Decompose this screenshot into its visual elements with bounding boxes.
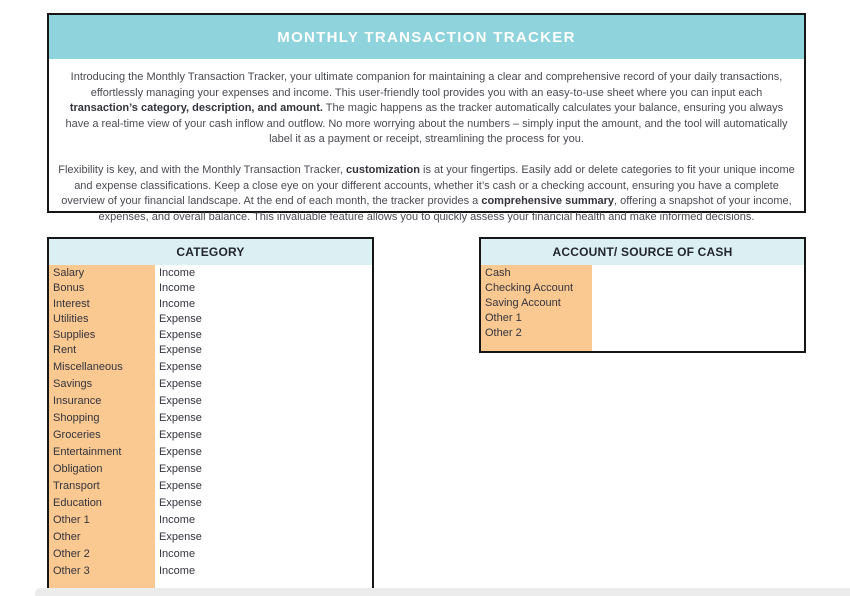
category-type-cell[interactable]: Expense	[159, 328, 202, 341]
category-row	[49, 375, 372, 392]
account-table-header[interactable]: ACCOUNT/ SOURCE OF CASH	[481, 239, 804, 265]
category-type-cell[interactable]: Expense	[159, 360, 202, 373]
category-row	[49, 477, 372, 494]
category-type-cell[interactable]: Income	[159, 297, 196, 310]
account-row	[481, 265, 804, 280]
category-table-body	[49, 265, 372, 594]
category-row	[49, 281, 372, 297]
account-value-cell[interactable]	[592, 310, 596, 325]
category-name-cell[interactable]: Supplies	[53, 328, 96, 341]
category-row	[49, 511, 372, 528]
category-name-cell[interactable]: Other	[53, 530, 81, 543]
category-name-cell[interactable]: Shopping	[53, 411, 100, 424]
category-type-cell[interactable]: Income	[159, 513, 196, 526]
category-name-cell[interactable]: Rent	[53, 344, 77, 357]
category-name-cell[interactable]: Utilities	[53, 313, 89, 326]
category-table-header[interactable]: CATEGORY	[49, 239, 372, 265]
category-row	[49, 358, 372, 375]
category-type-cell[interactable]: Expense	[159, 445, 202, 458]
account-row	[481, 325, 804, 340]
account-value-cell[interactable]	[592, 325, 596, 340]
category-name-cell[interactable]: Insurance	[53, 394, 102, 407]
category-name-cell[interactable]: Salary	[53, 266, 85, 279]
category-row	[49, 426, 372, 443]
category-type-cell[interactable]: Expense	[159, 377, 202, 390]
account-value-cell[interactable]	[592, 265, 596, 280]
category-row	[49, 460, 372, 477]
category-row	[49, 545, 372, 562]
intro-paragraph-2: Flexibility is key, and with the Monthly Transaction Tracker, customization is at your fingertips. Easily add or delete categories to fit your unique income and expense classifications. Keep a close eye on your different accounts, whether it’s cash or a checking account, ensuring you have a complete overview of your financial landscape. At the end of each month, the tracker provides a comprehensive summary, offering a snapshot of your income, expenses, and overall balance. This invaluable feature allows you to quickly assess your financial health and make informed decisions.	[58, 163, 795, 223]
category-name-cell[interactable]: Other 3	[53, 564, 90, 577]
category-name-cell[interactable]: Miscellaneous	[53, 360, 123, 373]
category-name-cell[interactable]: Obligation	[53, 462, 103, 475]
category-type-cell[interactable]: Expense	[159, 530, 202, 543]
category-name-cell[interactable]: Groceries	[53, 428, 101, 441]
page-title: MONTHLY TRANSACTION TRACKER	[277, 28, 576, 46]
category-row	[49, 343, 372, 359]
intro-paragraph-1: Introducing the Monthly Transaction Tracker, your ultimate companion for maintaining a clear and comprehensive record of your daily transactions, effortlessly managing your expenses and income. This user-friendly tool provides you with an easy-to-use sheet where you can input each transaction’s category, description, and amount. The magic happens as the tracker automatically calculates your balance, ensuring you always have a real-time view of your cash inflow and outflow. No more worrying about the numbers – simply input the amount, and the tool will automatically label it as a payment or receipt, streamlining the process for you.	[65, 71, 788, 146]
category-name-cell[interactable]: Savings	[53, 377, 93, 390]
category-table	[47, 237, 374, 592]
account-name-cell[interactable]: Checking Account	[485, 281, 574, 294]
category-type-cell[interactable]: Income	[159, 564, 196, 577]
category-row	[49, 443, 372, 460]
category-type-cell[interactable]: Expense	[159, 394, 202, 407]
category-row	[49, 296, 372, 312]
category-name-cell[interactable]: Education	[53, 496, 102, 509]
category-type-cell[interactable]: Expense	[159, 313, 202, 326]
category-row	[49, 562, 372, 579]
account-value-cell[interactable]	[592, 280, 596, 295]
category-type-cell[interactable]: Expense	[159, 462, 202, 475]
category-row	[49, 327, 372, 343]
horizontal-scrollbar[interactable]	[35, 588, 850, 596]
category-type-cell[interactable]: Expense	[159, 344, 202, 357]
account-row	[481, 295, 804, 310]
category-rows	[49, 265, 372, 579]
account-table	[479, 237, 806, 353]
category-type-cell[interactable]: Income	[159, 282, 196, 295]
tracker-title-banner	[49, 15, 804, 59]
category-type-cell[interactable]: Expense	[159, 496, 202, 509]
category-row	[49, 409, 372, 426]
tracker-info-panel	[47, 13, 806, 223]
account-value-cell[interactable]	[592, 295, 596, 310]
category-row	[49, 312, 372, 328]
account-table-body	[481, 265, 804, 351]
category-name-cell[interactable]: Bonus	[53, 282, 85, 295]
category-type-cell[interactable]: Income	[159, 547, 196, 560]
category-name-cell[interactable]: Entertainment	[53, 445, 122, 458]
category-type-cell[interactable]: Expense	[159, 428, 202, 441]
category-name-cell[interactable]: Transport	[53, 479, 100, 492]
category-type-cell[interactable]: Expense	[159, 479, 202, 492]
tracker-description	[49, 59, 804, 235]
account-rows	[481, 265, 804, 340]
account-row	[481, 280, 804, 295]
category-name-cell[interactable]: Other 2	[53, 547, 90, 560]
account-row	[481, 310, 804, 325]
category-name-cell[interactable]: Interest	[53, 297, 90, 310]
category-row	[49, 265, 372, 281]
account-name-cell[interactable]: Saving Account	[485, 296, 561, 309]
account-name-cell[interactable]: Other 2	[485, 326, 522, 339]
account-name-cell[interactable]: Cash	[485, 266, 511, 279]
category-row	[49, 494, 372, 511]
category-row	[49, 528, 372, 545]
category-row	[49, 392, 372, 409]
category-name-cell[interactable]: Other 1	[53, 513, 90, 526]
category-type-cell[interactable]: Expense	[159, 411, 202, 424]
account-name-cell[interactable]: Other 1	[485, 311, 522, 324]
category-type-cell[interactable]: Income	[159, 266, 196, 279]
